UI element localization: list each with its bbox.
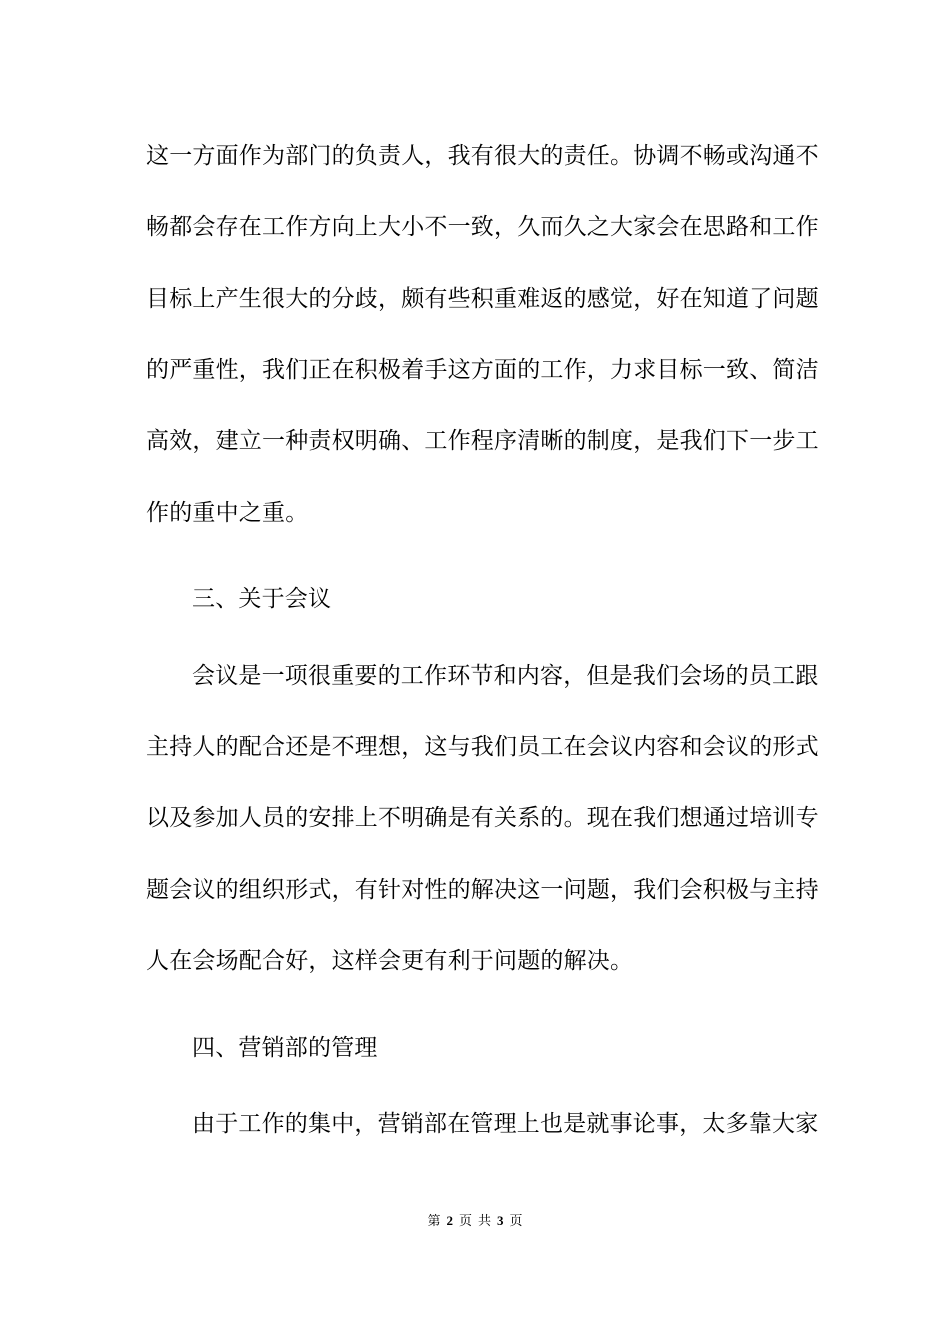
- paragraph-line: 高效，建立一种责权明确、工作程序清晰的制度，是我们下一步工: [146, 428, 819, 454]
- paragraph-line: 题会议的组织形式，有针对性的解决这一问题，我们会积极与主持: [146, 877, 819, 903]
- paragraph-line: 这一方面作为部门的负责人，我有很大的责任。协调不畅或沟通不: [146, 143, 819, 169]
- paragraph-line: 以及参加人员的安排上不明确是有关系的。现在我们想通过培训专: [146, 805, 819, 831]
- footer-total-pages: 3: [497, 1213, 504, 1228]
- paragraph-line: 的严重性，我们正在积极着手这方面的工作，力求目标一致、简洁: [146, 357, 819, 383]
- paragraph-line: 人在会场配合好，这样会更有利于问题的解决。: [146, 948, 634, 974]
- paragraph-line: 主持人的配合还是不理想，这与我们员工在会议内容和会议的形式: [146, 734, 819, 760]
- paragraph-line: 畅都会存在工作方向上大小不一致，久而久之大家会在思路和工作: [146, 214, 819, 240]
- page-footer: [0, 1212, 950, 1231]
- footer-suffix: 页: [509, 1214, 523, 1229]
- footer-page-word: 页: [458, 1214, 472, 1229]
- paragraph-line: 由于工作的集中，营销部在管理上也是就事论事，太多靠大家: [192, 1111, 819, 1137]
- section-heading-meetings: 三、关于会议: [192, 586, 332, 612]
- paragraph-line: 会议是一项很重要的工作环节和内容，但是我们会场的员工跟: [192, 663, 819, 689]
- paragraph-line: 目标上产生很大的分歧，颇有些积重难返的感觉，好在知道了问题: [146, 286, 819, 312]
- footer-current-page: 2: [446, 1213, 453, 1228]
- footer-prefix: 第: [427, 1214, 441, 1229]
- section-heading-marketing: 四、营销部的管理: [192, 1035, 378, 1061]
- paragraph-line: 作的重中之重。: [146, 500, 309, 526]
- footer-total-word: 共: [478, 1214, 492, 1229]
